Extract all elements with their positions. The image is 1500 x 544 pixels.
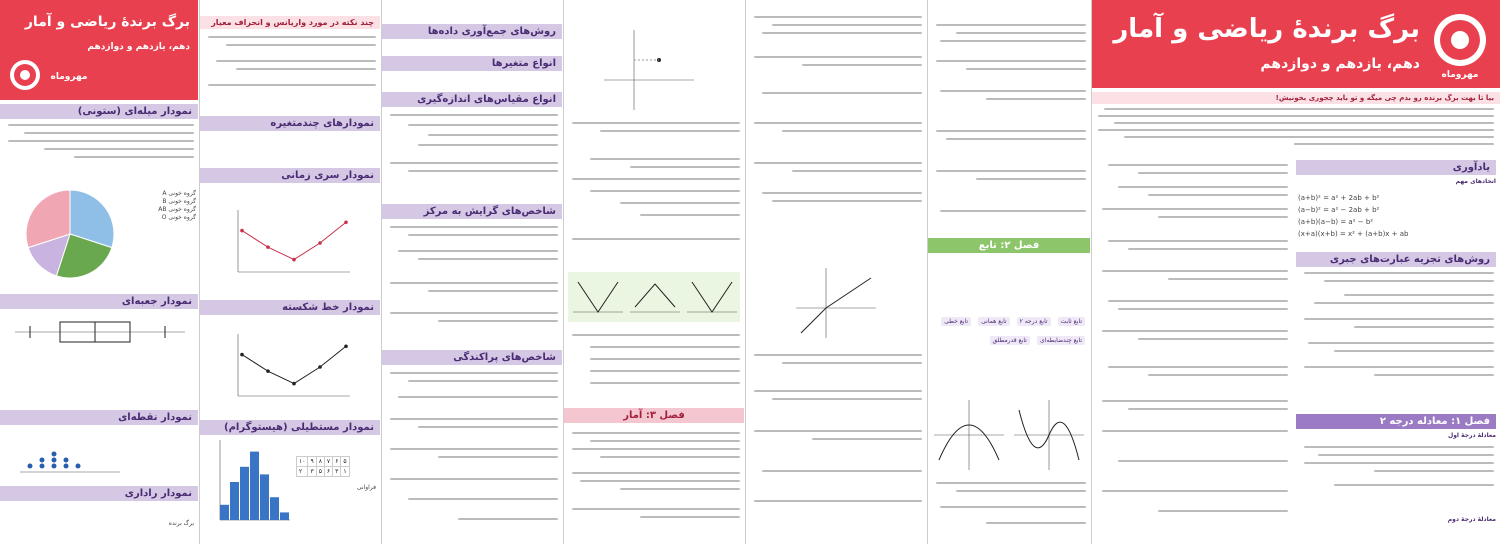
section-time-series: نمودار سری زمانی	[200, 168, 380, 183]
pie-legend	[120, 190, 196, 222]
data-point	[292, 258, 296, 262]
series-line	[242, 346, 346, 383]
section-bar: نمودار میله‌ای (ستونی)	[0, 104, 198, 119]
back-subtitle: دهم، یازدهم و دوازدهم	[87, 42, 190, 52]
center-text	[386, 222, 558, 342]
data-point	[240, 353, 244, 357]
time-series-chart	[230, 210, 350, 280]
identity-2: (a−b)² = a² − 2ab + b²	[1298, 206, 1380, 214]
section-percentage: چند نکته در مورد واریانس و انحراف معیار	[200, 16, 380, 29]
histogram-bar	[250, 452, 259, 520]
page-title: برگ برندهٔ ریاضی و آمار	[1113, 14, 1420, 44]
combo-text-2	[568, 330, 740, 400]
functions-text-bottom	[932, 478, 1086, 538]
function-type-2: تابع درجه ۲	[1017, 317, 1051, 326]
histogram-chart	[210, 440, 290, 530]
combo-text	[568, 118, 740, 268]
section-scales: انواع مقیاس‌های اندازه‌گیری	[382, 92, 562, 107]
data-point	[318, 365, 322, 369]
data-point	[266, 369, 270, 373]
table-cell: ۶	[324, 467, 332, 477]
identity-4: (x+a)(x+b) = x² + (a+b)x + ab	[1298, 230, 1409, 238]
quad-eq-heading: معادلهٔ درجهٔ دوم	[1447, 516, 1496, 523]
section-variables: انواع متغیرها	[382, 56, 562, 71]
intro-text	[1098, 106, 1494, 150]
panel-back	[0, 0, 198, 544]
publisher-name: مهروماه	[1441, 70, 1479, 80]
histogram-bar	[260, 474, 269, 520]
identities-list	[1298, 192, 1494, 240]
data-point	[344, 344, 348, 348]
back-publisher: مهروماه	[50, 72, 88, 82]
section-factoring: روش‌های تجزیه عبارت‌های جبری	[1296, 252, 1496, 267]
domain-text-2	[750, 350, 922, 530]
functions-text-top	[932, 20, 1086, 230]
dispersion-text	[386, 368, 558, 538]
function-graph-pair	[934, 400, 1084, 470]
panel-stats-measures	[382, 0, 562, 544]
table-cell: ۳	[308, 467, 316, 477]
table-cell: ۱۰	[297, 457, 308, 467]
table-cell: ۷	[324, 457, 332, 467]
section-dot: نمودار نقطه‌ای	[0, 410, 198, 425]
linear-eq-heading: معادلهٔ درجهٔ اول	[1448, 432, 1496, 439]
table-cell: ۶	[333, 457, 341, 467]
panel-functions	[928, 0, 1090, 544]
identities-heading: اتحادهای مهم	[1455, 178, 1496, 185]
table-cell: ۱	[341, 467, 349, 477]
percentage-text	[204, 32, 376, 112]
section-ch3: فصل ۳: آمار	[564, 408, 744, 423]
histogram-bar	[270, 497, 279, 520]
panel-stats-charts	[200, 0, 380, 544]
function-type-5: تابع چندضابطه‌ای	[1037, 336, 1085, 345]
logo-icon	[1434, 14, 1486, 66]
function-type-1: تابع ثابت	[1058, 317, 1085, 326]
section-reminder: یادآوری	[1296, 160, 1496, 175]
data-point	[292, 382, 296, 386]
dot-plot	[20, 428, 120, 478]
histogram-bar	[230, 482, 239, 520]
function-type-6: تابع قدرمطلق	[990, 336, 1030, 345]
cover-header	[1092, 0, 1500, 88]
back-logo	[10, 60, 40, 90]
histogram-bar	[220, 505, 229, 520]
logo-icon	[10, 60, 40, 90]
panel-combined-functions	[564, 0, 744, 544]
scales-text	[386, 110, 558, 200]
function-types	[932, 308, 1086, 346]
section-ch2: فصل ۲: تابع	[928, 238, 1090, 253]
domain-graph	[796, 268, 876, 338]
panel-function-domain	[746, 0, 926, 544]
histogram-bar	[280, 512, 289, 520]
combo-graph-row	[568, 272, 740, 322]
data-point	[240, 229, 244, 233]
box-plot	[10, 312, 190, 352]
table-cell: ۲	[297, 467, 308, 477]
table-cell: ۵	[341, 457, 349, 467]
data-point	[266, 245, 270, 249]
combo-graph-top	[604, 30, 694, 110]
data-point	[318, 241, 322, 245]
pie-legend-item: گروه خونی O	[161, 214, 196, 221]
identity-1: (a+b)² = a² + 2ab + b²	[1298, 194, 1380, 202]
broken-line-chart	[230, 334, 350, 404]
pie-chart	[20, 184, 120, 284]
panel-cover	[1092, 0, 1500, 544]
cover-left-column	[1096, 160, 1288, 540]
linear-eq-text	[1298, 444, 1494, 504]
section-dispersion: شاخص‌های پراکندگی	[382, 350, 562, 365]
section-box: نمودار جعبه‌ای	[0, 294, 198, 309]
section-ch1: فصل ۱: معادله درجه ۲	[1296, 414, 1496, 429]
pie-legend-item: گروه خونی AB	[158, 206, 196, 213]
bar-text	[4, 120, 194, 170]
factoring-text	[1298, 268, 1494, 398]
table-cell: ۹	[308, 457, 316, 467]
section-center-measures: شاخص‌های گرایش به مرکز	[382, 204, 562, 219]
section-data-collection: روش‌های جمع‌آوری داده‌ها	[382, 24, 562, 39]
intro-heading: بیا تا بهت برگ برنده رو بدم چی میگه و تو باید چجوری بخونیش!	[1092, 92, 1500, 104]
section-histogram: نمودار مستطیلی (هیستوگرام)	[200, 420, 380, 435]
section-broken-line: نمودار خط شکسته	[200, 300, 380, 315]
back-title: برگ برندهٔ ریاضی و آمار	[24, 14, 190, 30]
back-header	[0, 0, 198, 100]
frequency-row-label: فراوانی	[356, 484, 376, 491]
function-type-3: تابع همانی	[978, 317, 1009, 326]
footer-note: برگ برنده	[168, 520, 194, 527]
table-cell: ۵	[316, 467, 324, 477]
histogram-bar	[240, 467, 249, 520]
section-multi-var: نمودارهای چندمتغیره	[200, 116, 380, 131]
frequency-table	[296, 456, 350, 477]
series-line	[242, 222, 346, 259]
publisher-logo	[1434, 14, 1486, 66]
table-cell: ۸	[316, 457, 324, 467]
page-subtitle: دهم، یازدهم و دوازدهم	[1260, 56, 1420, 72]
pie-legend-item: گروه خونی B	[162, 198, 196, 205]
pie-legend-item: گروه خونی A	[162, 190, 196, 197]
identity-3: (a+b)(a−b) = a² − b²	[1298, 218, 1374, 226]
function-type-4: تابع خطی	[941, 317, 971, 326]
data-point	[344, 220, 348, 224]
table-cell: ۳	[333, 467, 341, 477]
section-radar: نمودار راداری	[0, 486, 198, 501]
stats-intro-text	[568, 428, 740, 538]
